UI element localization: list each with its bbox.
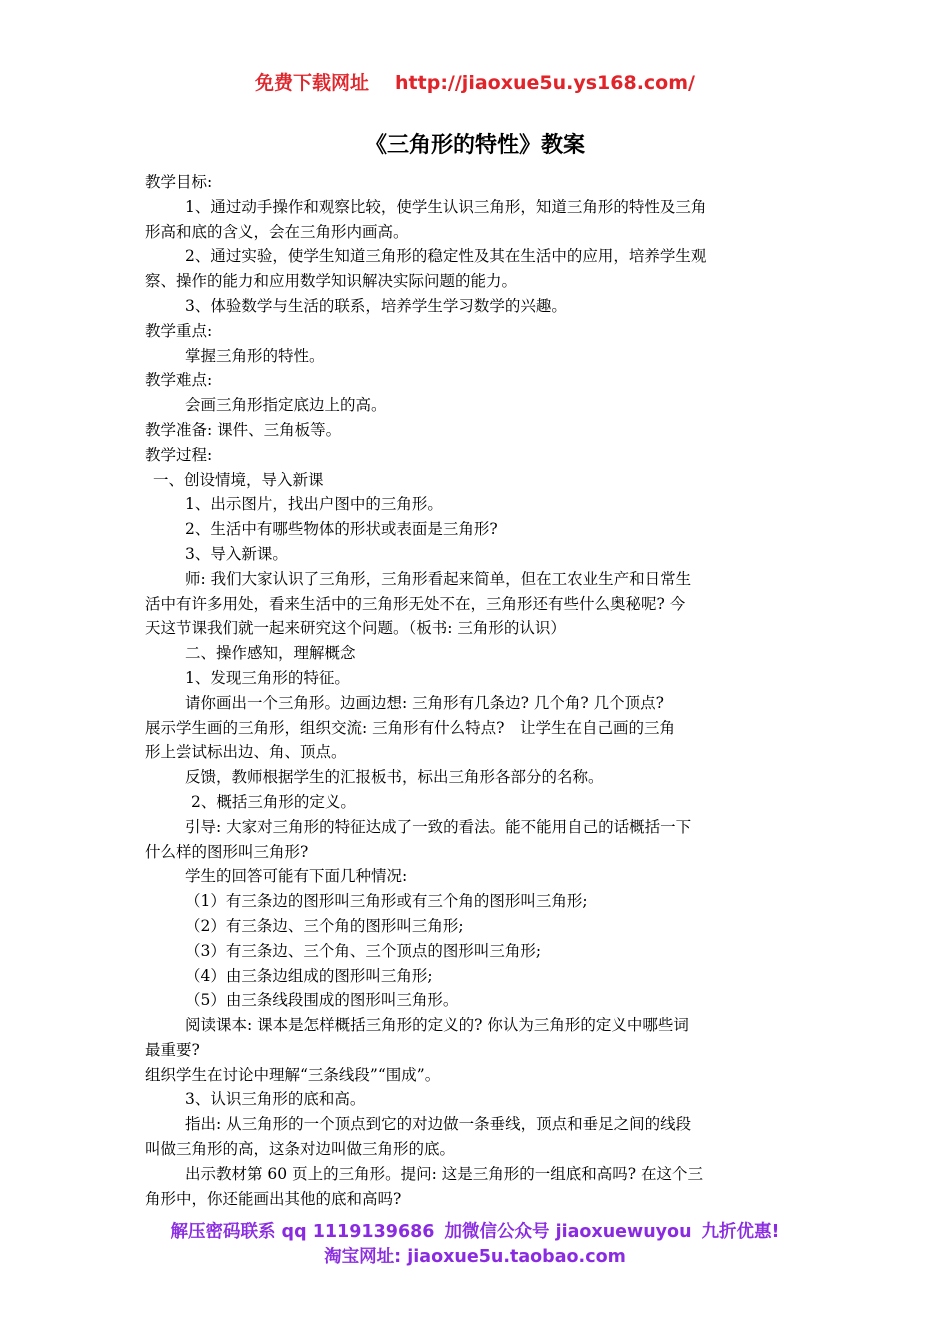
list-item: （5）由三条线段围成的图形叫三角形。 bbox=[185, 991, 459, 1010]
subsection-heading: 二、操作感知，理解概念 bbox=[185, 644, 356, 663]
list-item: （3）有三条边、三个角、三个顶点的图形叫三角形; bbox=[185, 941, 542, 960]
body-line: 形上尝试标出边、角、顶点。 bbox=[145, 743, 347, 762]
footer-qq: 解压密码联系 qq 1119139686 bbox=[170, 1222, 435, 1242]
section-heading-process: 教学过程: bbox=[145, 445, 213, 464]
body-line: 3、认识三角形的底和高。 bbox=[185, 1090, 366, 1109]
body-line: 天这节课我们就一起来研究这个问题。（板书: 三角形的认识） bbox=[145, 619, 566, 638]
body-line: 请你画出一个三角形。边画边想: 三角形有几条边? 几个角? 几个顶点? bbox=[185, 693, 664, 712]
section-heading-preparation: 教学准备: 课件、三角板等。 bbox=[145, 420, 342, 439]
body-line: 师: 我们大家认识了三角形，三角形看起来简单，但在工农业生产和日常生 bbox=[185, 569, 692, 588]
body-line: 阅读课本: 课本是怎样概括三角形的定义的? 你认为三角形的定义中哪些词 bbox=[185, 1016, 689, 1035]
section-heading-key-points: 教学重点: bbox=[145, 321, 213, 340]
footer-wechat: 加微信公众号 jiaoxuewuyou bbox=[444, 1222, 692, 1242]
document-title: 《三角形的特性》教案 bbox=[364, 132, 585, 158]
list-item: （1）有三条边的图形叫三角形或有三个角的图形叫三角形; bbox=[185, 892, 588, 911]
body-line: 2、通过实验，使学生知道三角形的稳定性及其在生活中的应用，培养学生观 bbox=[185, 247, 707, 266]
header-label: 免费下载网址 bbox=[255, 72, 370, 94]
body-line: 展示学生画的三角形，组织交流: 三角形有什么特点? 让学生在自己画的三角 bbox=[145, 718, 675, 737]
header-download-link[interactable] bbox=[0, 68, 950, 95]
body-line: 3、导入新课。 bbox=[185, 544, 288, 563]
body-line: 叫做三角形的高，这条对边叫做三角形的底。 bbox=[145, 1140, 456, 1159]
body-line: 活中有许多用处，看来生活中的三角形无处不在，三角形还有些什么奥秘呢? 今 bbox=[145, 594, 686, 613]
footer-contact-line bbox=[0, 1218, 950, 1243]
list-item: （2）有三条边、三个角的图形叫三角形; bbox=[185, 916, 464, 935]
body-line: 3、体验数学与生活的联系，培养学生学习数学的兴趣。 bbox=[185, 296, 567, 315]
body-line: 1、出示图片，找出户图中的三角形。 bbox=[185, 495, 443, 514]
body-line: 察、操作的能力和应用数学知识解决实际问题的能力。 bbox=[145, 272, 518, 291]
body-line: 什么样的图形叫三角形? bbox=[145, 842, 309, 861]
body-line: 2、生活中有哪些物体的形状或表面是三角形? bbox=[185, 520, 498, 539]
body-line: 1、通过动手操作和观察比较，使学生认识三角形，知道三角形的特性及三角 bbox=[185, 197, 707, 216]
list-item: （4）由三条边组成的图形叫三角形; bbox=[185, 966, 433, 985]
footer-taobao-link[interactable]: 淘宝网址: jiaoxue5u.taobao.com bbox=[324, 1247, 626, 1267]
body-line: 1、发现三角形的特征。 bbox=[185, 668, 350, 687]
section-heading-objectives: 教学目标: bbox=[145, 173, 213, 191]
body-line: 学生的回答可能有下面几种情况: bbox=[185, 867, 408, 886]
header-url[interactable]: http://jiaoxue5u.ys168.com/ bbox=[395, 72, 695, 94]
subsection-heading: 一、创设情境，导入新课 bbox=[153, 470, 324, 489]
body-line: 会画三角形指定底边上的高。 bbox=[185, 396, 387, 415]
footer-discount: 九折优惠! bbox=[701, 1222, 780, 1242]
body-line: 2、概括三角形的定义。 bbox=[191, 792, 356, 811]
body-line: 指出: 从三角形的一个顶点到它的对边做一条垂线，顶点和垂足之间的线段 bbox=[185, 1115, 692, 1134]
body-line: 角形中，你还能画出其他的底和高吗? bbox=[145, 1189, 402, 1208]
body-line: 掌握三角形的特性。 bbox=[185, 346, 325, 365]
body-line: 最重要? bbox=[145, 1040, 200, 1059]
body-line: 引导: 大家对三角形的特征达成了一致的看法。能不能用自己的话概括一下 bbox=[185, 817, 692, 836]
section-heading-difficulties: 教学难点: bbox=[145, 371, 213, 390]
document-body bbox=[145, 170, 810, 1211]
body-line: 反馈，教师根据学生的汇报板书，标出三角形各部分的名称。 bbox=[185, 768, 604, 787]
body-line: 组织学生在讨论中理解“三条线段”“围成”。 bbox=[145, 1065, 441, 1084]
body-line: 形高和底的含义，会在三角形内画高。 bbox=[145, 222, 409, 241]
body-line: 出示教材第 60 页上的三角形。提问: 这是三角形的一组底和高吗? 在这个三 bbox=[185, 1164, 703, 1183]
